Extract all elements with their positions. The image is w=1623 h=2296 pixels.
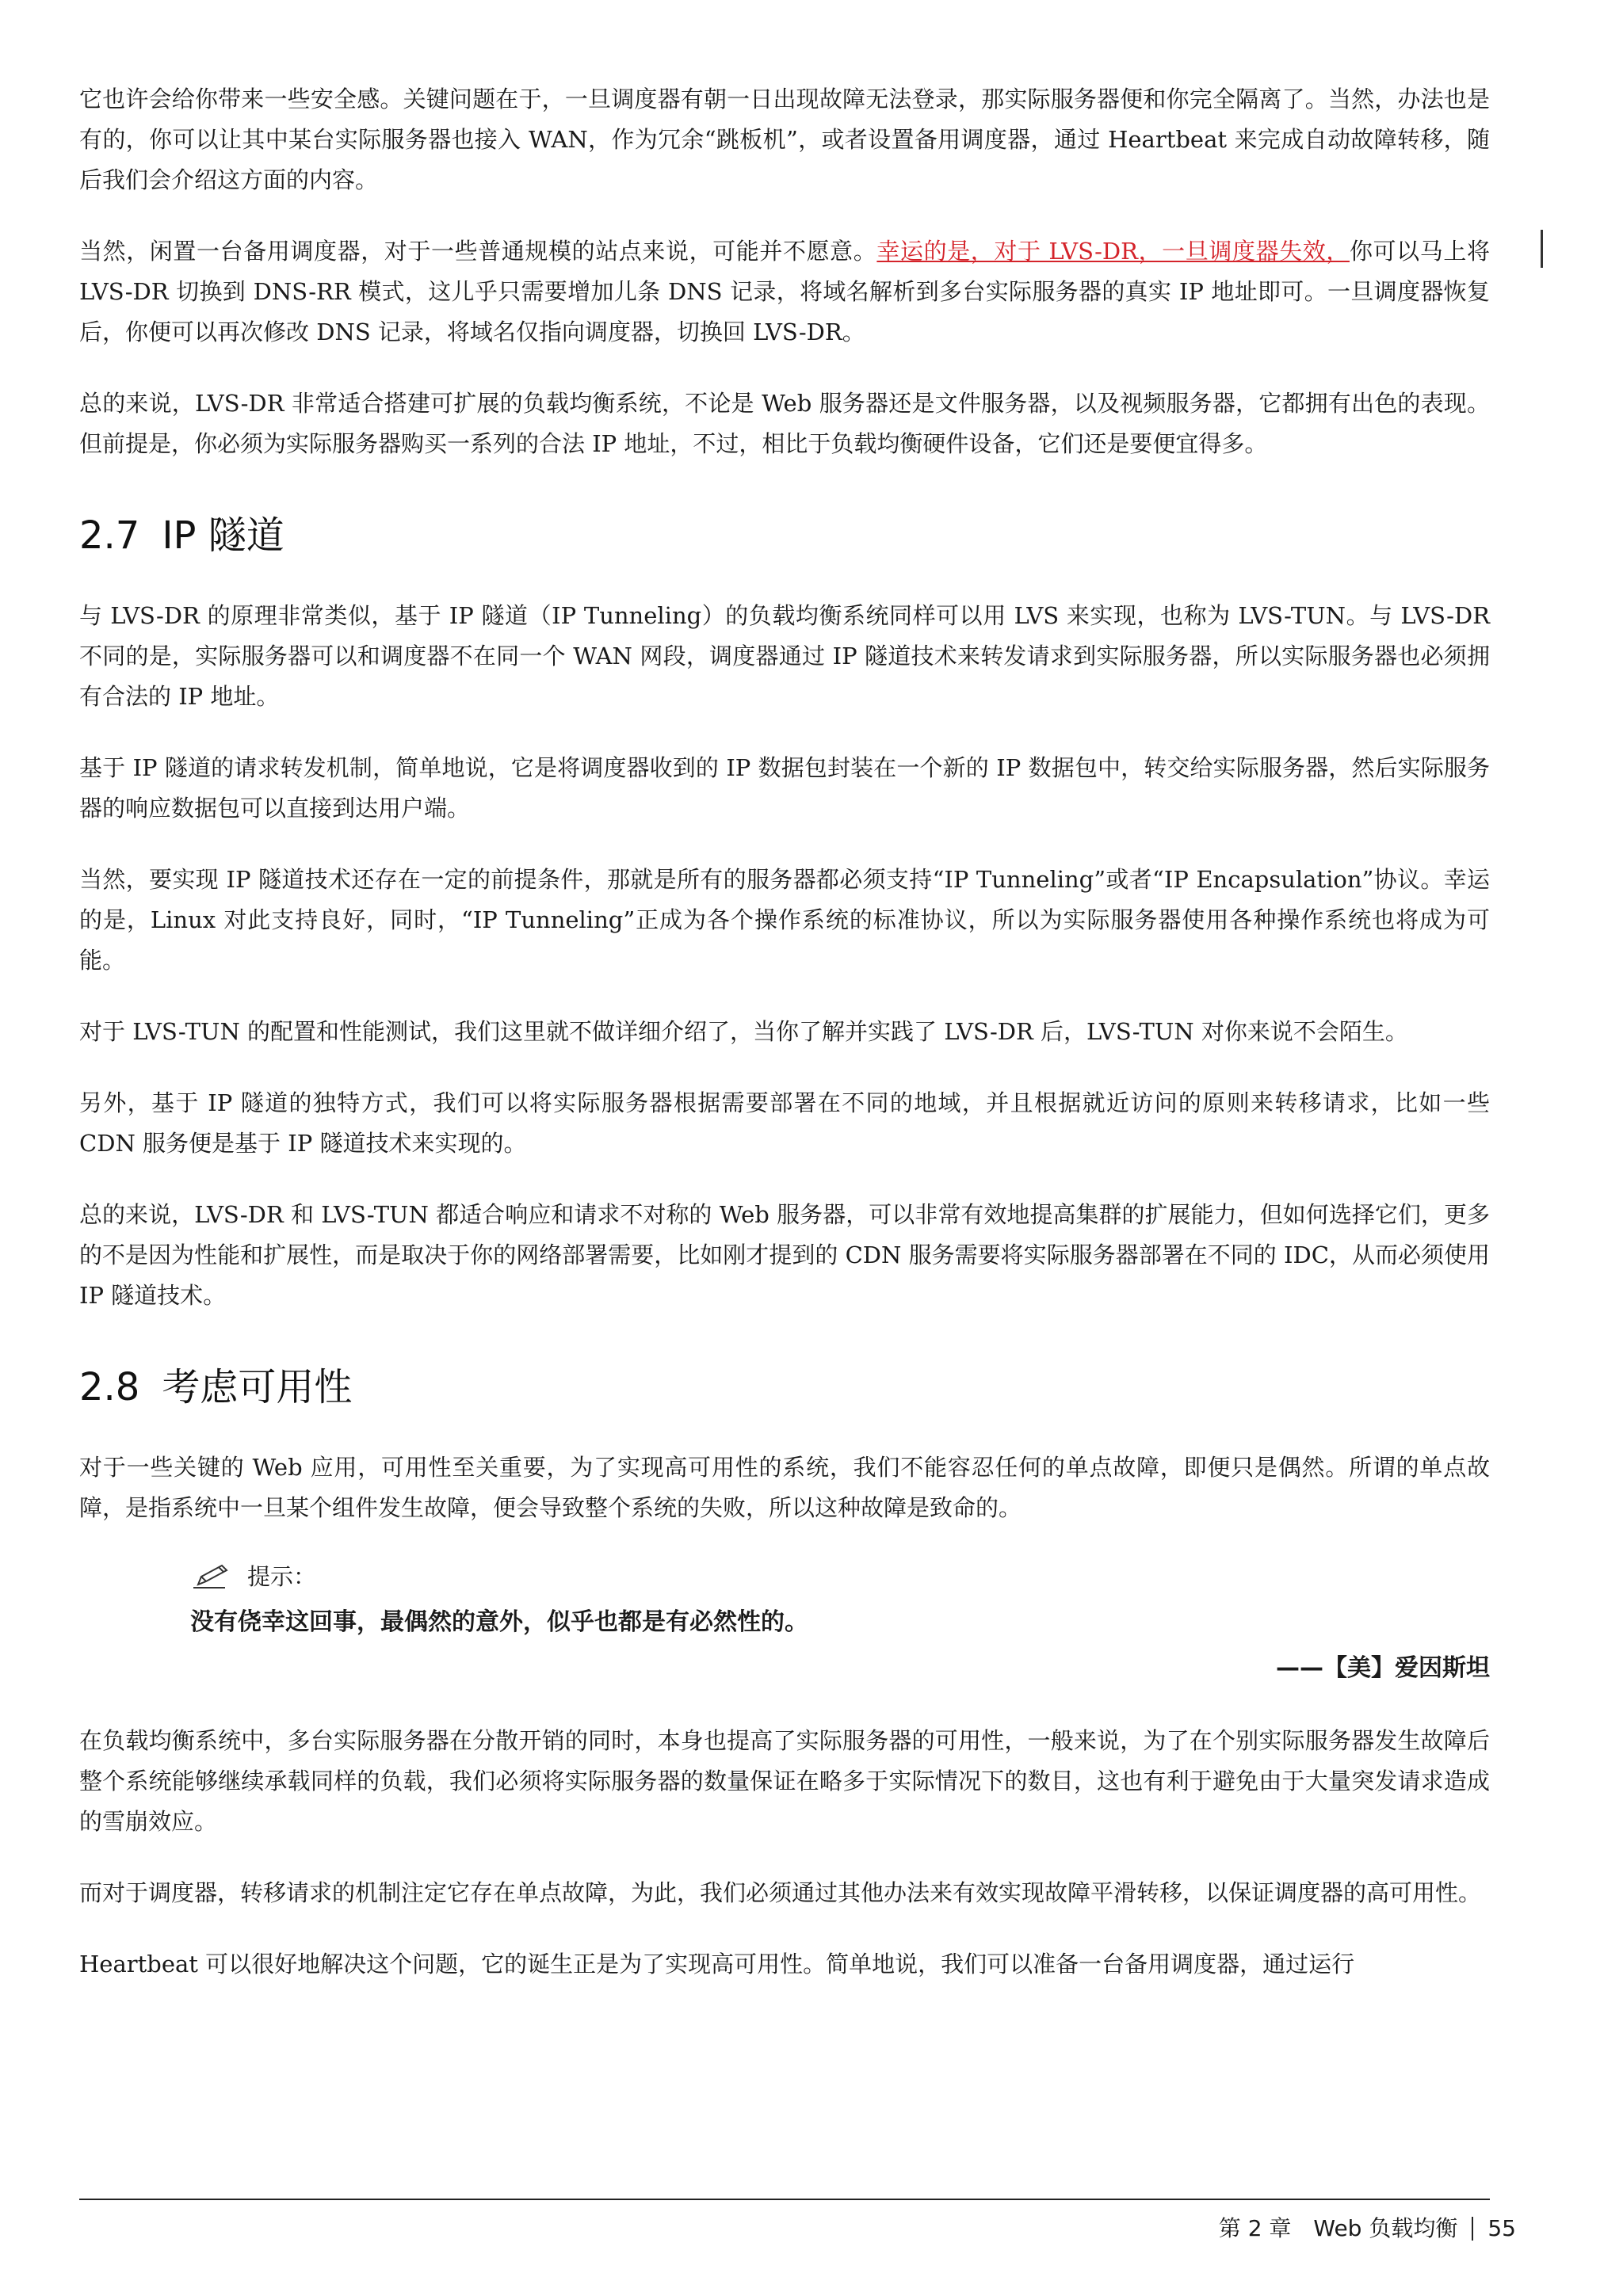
tip-quote-source: ——【美】爱因斯坦 (1276, 1654, 1490, 1682)
paragraph: 而对于调度器，转移请求的机制注定它存在单点故障，为此，我们必须通过其他办法来有效实现故障平滑转移，以保证调度器的高可用性。 (79, 1879, 1482, 1906)
tip-box (190, 1559, 1490, 1689)
section-number: 2.7 (79, 513, 140, 558)
revision-change-bar (1541, 230, 1543, 268)
page-content (79, 79, 1490, 2016)
footer-separator (1472, 2217, 1473, 2241)
paragraph: 总的来说，LVS-DR 非常适合搭建可扩展的负载均衡系统，不论是 Web 服务器还是文件服务器，以及视频服务器，它都拥有出色的表现。但前提是，你必须为实际服务器购买一系列的合法 IP 地址，不过，相比于负载均衡硬件设备，它们还是要便宜得多。 (79, 390, 1490, 457)
paragraph: 基于 IP 隧道的请求转发机制，简单地说，它是将调度器收到的 IP 数据包封装在一个新的 IP 数据包中，转交给实际服务器，然后实际服务器的响应数据包可以直接到达用户端。 (79, 754, 1490, 822)
footer-divider (79, 2199, 1490, 2200)
paragraph: 另外，基于 IP 隧道的独特方式，我们可以将实际服务器根据需要部署在不同的地域，并且根据就近访问的原则来转移请求，比如一些 CDN 服务便是基于 IP 隧道技术来实现的。 (79, 1089, 1490, 1157)
footer-chapter: 第 2 章 Web 负载均衡 (1218, 2215, 1458, 2241)
section-heading-2-8 (79, 1363, 1490, 1411)
highlighted-text: 幸运的是，对于 LVS-DR，一旦调度器失效， (876, 238, 1350, 265)
section-title: 考虑可用性 (162, 1365, 353, 1409)
paragraph-with-highlight (79, 231, 1490, 353)
tip-quote: 没有侥幸这回事，最偶然的意外，似乎也都是有必然性的。 (190, 1608, 808, 1636)
paragraph: 在负载均衡系统中，多台实际服务器在分散开销的同时，本身也提高了实际服务器的可用性，一般来说，为了在个别实际服务器发生故障后整个系统能够继续承载同样的负载，我们必须将实际服务器的数量保证在略多于实际情况下的数目，这也有利于避免由于大量突发请求造成的雪崩效应。 (79, 1727, 1490, 1835)
paragraph: 它也许会给你带来一些安全感。关键问题在于，一旦调度器有朝一日出现故障无法登录，那实际服务器便和你完全隔离了。当然，办法也是有的，你可以让其中某台实际服务器也接入 WAN，作为冗余“跳板机”，或者设置备用调度器，通过 Heartbeat 来完成自动故障转移，随后我们会介绍这方面的内容。 (79, 86, 1490, 193)
paragraph-text: 你可以马上将 LVS-DR 切换到 DNS-RR 模式，这儿乎只需要增加儿条 DNS 记录，将域名解析到多台实际服务器的真实 IP 地址即可。一旦调度器恢复后，你便可以再次修改 DNS 记录，将域名仅指向调度器，切换回 LVS-DR。 (79, 238, 1490, 345)
paragraph: Heartbeat 可以很好地解决这个问题，它的诞生正是为了实现高可用性。简单地说，我们可以准备一台备用调度器，通过运行 (79, 1951, 1355, 1978)
section-number: 2.8 (79, 1365, 140, 1409)
paragraph: 对于 LVS-TUN 的配置和性能测试，我们这里就不做详细介绍了，当你了解并实践了 LVS-DR 后，LVS-TUN 对你来说不会陌生。 (79, 1018, 1408, 1045)
paragraph: 与 LVS-DR 的原理非常类似，基于 IP 隧道（IP Tunneling）的负载均衡系统同样可以用 LVS 来实现，也称为 LVS-TUN。与 LVS-DR 不同的是，实际服务器可以和调度器不在同一个 WAN 网段，调度器通过 IP 隧道技术来转发请求到实际服务器，所以实际服务器也必须拥有合法的 IP 地址。 (79, 602, 1490, 710)
paragraph-text: 当然，闲置一台备用调度器，对于一些普通规模的站点来说，可能并不愿意。 (79, 238, 877, 265)
page-number: 55 (1487, 2215, 1516, 2241)
page-footer (1219, 2213, 1516, 2245)
tip-header (190, 1559, 1490, 1594)
pencil-icon (190, 1562, 235, 1591)
paragraph: 对于一些关键的 Web 应用，可用性至关重要，为了实现高可用性的系统，我们不能容忍任何的单点故障，即便只是偶然。所谓的单点故障，是指系统中一旦某个组件发生故障，便会导致整个系统的失败，所以这种故障是致命的。 (79, 1454, 1490, 1521)
paragraph: 总的来说，LVS-DR 和 LVS-TUN 都适合响应和请求不对称的 Web 服务器，可以非常有效地提高集群的扩展能力，但如何选择它们，更多的不是因为性能和扩展性，而是取决于你的网络部署需要，比如刚才提到的 CDN 服务需要将实际服务器部署在不同的 IDC，从而必须使用 IP 隧道技术。 (79, 1201, 1490, 1309)
section-heading-2-7 (79, 512, 1490, 559)
paragraph: 当然，要实现 IP 隧道技术还存在一定的前提条件，那就是所有的服务器都必须支持“IP Tunneling”或者“IP Encapsulation”协议。幸运的是，Linux 对此支持良好，同时，“IP Tunneling”正成为各个操作系统的标准协议，所以为实际服务器使用各种操作系统也将成为可能。 (79, 866, 1490, 974)
section-title: IP 隧道 (162, 513, 285, 558)
tip-label: 提示： (247, 1563, 317, 1590)
